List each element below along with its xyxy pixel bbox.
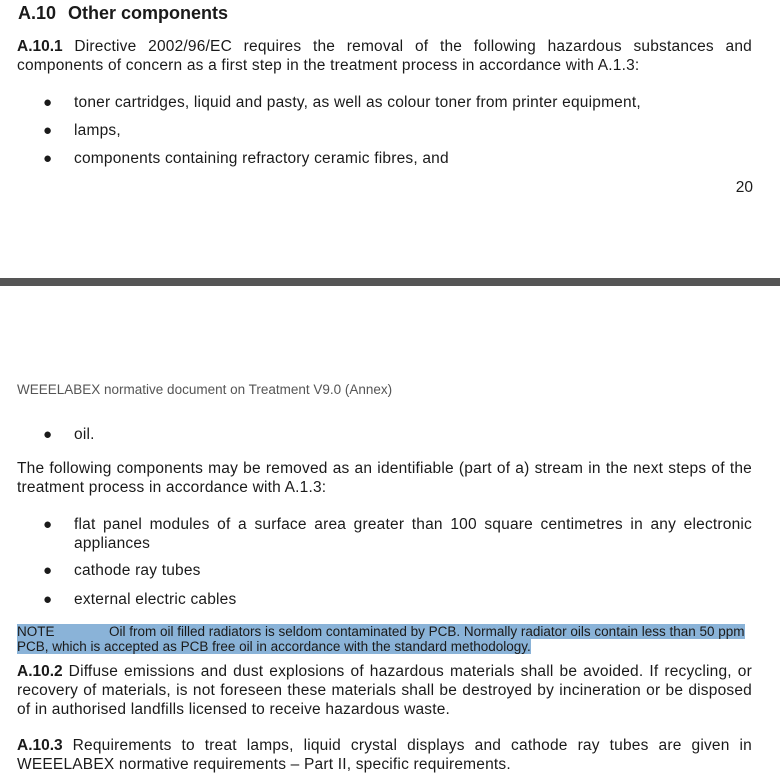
running-header: WEEELABEX normative document on Treatment V9.0 (Annex) (17, 382, 393, 397)
document-page-21 (0, 286, 780, 774)
list-item-text: external electric cables (74, 591, 237, 608)
section-number: A.10 (18, 3, 57, 23)
list-item-text: flat panel modules of a surface area greater than 100 square centimetres in any electronic appliances (74, 516, 752, 552)
paragraph-a10-3 (17, 736, 752, 774)
bullet-icon: ● (43, 426, 53, 443)
note-label: NOTE (17, 624, 55, 639)
page-separator (0, 278, 780, 286)
bullet-icon: ● (43, 150, 53, 167)
paragraph-a10-2 (17, 662, 752, 719)
document-page-20 (0, 0, 780, 278)
bullet-icon: ● (43, 562, 53, 579)
clause-label-a10-3: A.10.3 (17, 737, 63, 754)
list-item-text: lamps, (74, 122, 121, 139)
clause-text-a10-1: Directive 2002/96/EC requires the removal of the following hazardous substances and components of concern as a first step in the treatment process in accordance with A.1.3: (17, 38, 752, 74)
list-item-text: oil. (74, 426, 95, 443)
list-item-text: toner cartridges, liquid and pasty, as well as colour toner from printer equipment, (74, 94, 641, 111)
note-highlight[interactable] (17, 624, 745, 654)
section-title: Other components (68, 3, 229, 23)
bullet-icon: ● (43, 516, 53, 533)
bullet-icon: ● (43, 122, 53, 139)
paragraph-text: The following components may be removed as an identifiable (part of a) stream in the next steps of the treatment process in accordance with A.1.3: (17, 460, 752, 496)
section-heading (18, 2, 228, 24)
list-item-text: cathode ray tubes (74, 562, 201, 579)
paragraph-a10-1 (17, 37, 752, 75)
list-item-text: components containing refractory ceramic fibres, and (74, 150, 449, 167)
note-text: Oil from oil filled radiators is seldom contaminated by PCB. Normally radiator oils contain less than 50 ppm PCB, which is accepted as PCB free oil in accordance with the standard methodology. (17, 624, 745, 654)
paragraph-optional-removal (17, 459, 752, 497)
page-number: 20 (735, 179, 753, 196)
note-block (17, 624, 752, 654)
clause-label-a10-1: A.10.1 (17, 38, 63, 55)
clause-label-a10-2: A.10.2 (17, 663, 63, 680)
clause-text-a10-2: Diffuse emissions and dust explosions of hazardous materials shall be avoided. If recycling, or recovery of materials, is not foreseen these materials shall be destroyed by incineration or be disposed of in authorised landfills licensed to receive hazardous waste. (17, 663, 752, 718)
bullet-icon: ● (43, 591, 53, 608)
clause-text-a10-3: Requirements to treat lamps, liquid crystal displays and cathode ray tubes are given in WEEELABEX normative requirements – Part II, specific requirements. (17, 737, 752, 773)
bullet-icon: ● (43, 94, 53, 111)
